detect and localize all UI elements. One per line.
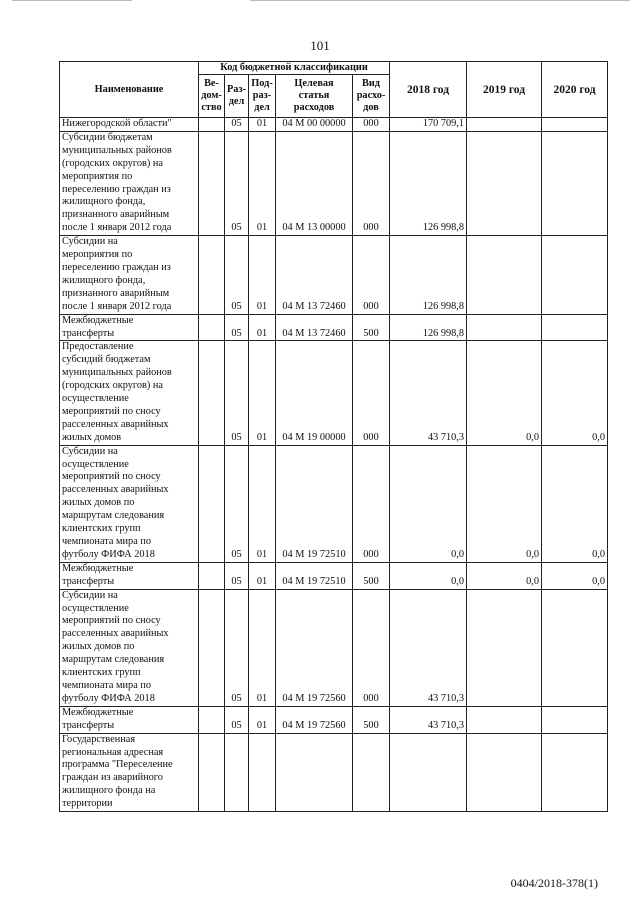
header-target-article: Целевая статья расходов xyxy=(276,75,353,118)
amount-2019-cell: 0,0 xyxy=(467,341,542,445)
target-article-cell: 04 М 13 72460 xyxy=(276,236,353,314)
amount-2020-cell xyxy=(542,589,608,706)
row-name-line: жилищного фонда на xyxy=(62,785,156,797)
row-name-line: футболу ФИФА 2018 xyxy=(62,548,155,560)
row-name-line: переселению граждан из xyxy=(62,261,171,273)
row-name-line: Межбюджетные xyxy=(62,314,134,326)
amount-2020-cell xyxy=(542,118,608,132)
row-name-line: Субсидии бюджетам xyxy=(62,131,153,143)
amount-2019-cell xyxy=(467,131,542,235)
table-row xyxy=(60,341,608,445)
row-name-line: трансферты xyxy=(62,575,115,587)
target-article-cell xyxy=(276,733,353,811)
table-body xyxy=(60,118,608,812)
row-name-cell xyxy=(60,314,199,341)
target-article-cell: 04 М 00 00000 xyxy=(276,118,353,132)
header-budget-classification: Код бюджетной классификации xyxy=(199,62,390,75)
amount-2018-cell: 126 998,8 xyxy=(390,314,467,341)
target-article-cell: 04 М 19 72560 xyxy=(276,589,353,706)
row-name-cell xyxy=(60,589,199,706)
row-name-line: муниципальных районов xyxy=(62,367,172,379)
row-name-line: после 1 января 2012 года xyxy=(62,300,172,312)
row-name-line: расселенных аварийных xyxy=(62,484,169,496)
row-name-line: Предоставление xyxy=(62,341,134,353)
row-name-cell xyxy=(60,733,199,811)
table-row xyxy=(60,589,608,706)
vedomstvo-cell xyxy=(199,314,225,341)
expense-type-cell: 000 xyxy=(353,589,390,706)
row-name-cell xyxy=(60,236,199,314)
amount-2018-cell: 170 709,1 xyxy=(390,118,467,132)
row-name-line: мероприятий по сносу xyxy=(62,405,161,417)
row-name-line: трансферты xyxy=(62,327,115,339)
expense-type-cell xyxy=(353,733,390,811)
page-number: 101 xyxy=(310,38,330,53)
row-name-cell xyxy=(60,706,199,733)
vedomstvo-cell xyxy=(199,445,225,562)
vedomstvo-cell xyxy=(199,706,225,733)
target-article-cell: 04 М 13 00000 xyxy=(276,131,353,235)
amount-2020-cell: 0,0 xyxy=(542,445,608,562)
row-name-line: клиентских групп xyxy=(62,667,141,679)
row-name-line: Государственная xyxy=(62,733,136,745)
expense-type-cell: 000 xyxy=(353,236,390,314)
amount-2020-cell xyxy=(542,236,608,314)
amount-2018-cell: 0,0 xyxy=(390,562,467,589)
razdel-cell: 05 xyxy=(225,131,249,235)
row-name-cell xyxy=(60,131,199,235)
row-name-line: Межбюджетные xyxy=(62,562,134,574)
table-row xyxy=(60,706,608,733)
row-name-line: после 1 января 2012 года xyxy=(62,222,172,234)
row-name-line: мероприятия по xyxy=(62,170,133,182)
row-name-line: Нижегородской области" xyxy=(62,118,172,129)
header-name: Наименование xyxy=(60,62,199,118)
row-name-line: Субсидии на xyxy=(62,236,118,248)
row-name-line: (городских округов) на xyxy=(62,380,163,392)
amount-2020-cell xyxy=(542,733,608,811)
expense-type-cell: 000 xyxy=(353,445,390,562)
row-name-line: жилых домов по xyxy=(62,641,135,653)
header-vedomstvo: Ве- дом- ство xyxy=(199,75,225,118)
row-name-line: региональная адресная xyxy=(62,746,164,758)
vedomstvo-cell xyxy=(199,236,225,314)
razdel-cell: 05 xyxy=(225,589,249,706)
row-name-line: признанного аварийным xyxy=(62,209,170,221)
amount-2019-cell xyxy=(467,118,542,132)
table-row xyxy=(60,733,608,811)
target-article-cell: 04 М 19 72510 xyxy=(276,445,353,562)
podrazdel-cell: 01 xyxy=(249,589,276,706)
target-article-cell: 04 М 13 72460 xyxy=(276,314,353,341)
amount-2019-cell: 0,0 xyxy=(467,445,542,562)
row-name-cell xyxy=(60,445,199,562)
amount-2020-cell xyxy=(542,314,608,341)
target-article-cell: 04 М 19 72510 xyxy=(276,562,353,589)
expense-type-cell: 000 xyxy=(353,131,390,235)
row-name-line: жилых домов по xyxy=(62,497,135,509)
vedomstvo-cell xyxy=(199,341,225,445)
podrazdel-cell: 01 xyxy=(249,341,276,445)
header-2019: 2019 год xyxy=(467,62,542,118)
scan-edge-line xyxy=(250,0,630,1)
amount-2018-cell: 43 710,3 xyxy=(390,589,467,706)
row-name-line: осуществление xyxy=(62,393,129,405)
row-name-line: Субсидии на xyxy=(62,589,118,601)
amount-2019-cell: 0,0 xyxy=(467,562,542,589)
target-article-cell: 04 М 19 72560 xyxy=(276,706,353,733)
row-name-line: территории xyxy=(62,798,113,810)
razdel-cell: 05 xyxy=(225,562,249,589)
vedomstvo-cell xyxy=(199,589,225,706)
amount-2019-cell xyxy=(467,733,542,811)
expense-type-cell: 500 xyxy=(353,706,390,733)
amount-2019-cell xyxy=(467,589,542,706)
vedomstvo-cell xyxy=(199,131,225,235)
amount-2020-cell: 0,0 xyxy=(542,562,608,589)
podrazdel-cell: 01 xyxy=(249,314,276,341)
razdel-cell: 05 xyxy=(225,118,249,132)
table-row xyxy=(60,131,608,235)
razdel-cell: 05 xyxy=(225,236,249,314)
row-name-cell xyxy=(60,562,199,589)
row-name-line: (городских округов) на xyxy=(62,157,163,169)
header-razdel: Раз- дел xyxy=(225,75,249,118)
podrazdel-cell: 01 xyxy=(249,562,276,589)
row-name-line: жилищного фонда, xyxy=(62,196,146,208)
amount-2018-cell: 0,0 xyxy=(390,445,467,562)
header-expense-type: Вид расхо- дов xyxy=(353,75,390,118)
vedomstvo-cell xyxy=(199,733,225,811)
row-name-line: мероприятий по сносу xyxy=(62,471,161,483)
podrazdel-cell: 01 xyxy=(249,131,276,235)
document-code: 0404/2018-378(1) xyxy=(510,876,598,890)
row-name-line: трансферты xyxy=(62,719,115,731)
target-article-cell: 04 М 19 00000 xyxy=(276,341,353,445)
row-name-cell xyxy=(60,118,199,132)
amount-2019-cell xyxy=(467,314,542,341)
amount-2018-cell: 43 710,3 xyxy=(390,706,467,733)
expense-type-cell: 000 xyxy=(353,341,390,445)
row-name-line: мероприятия по xyxy=(62,249,133,261)
razdel-cell xyxy=(225,733,249,811)
row-name-line: программа "Переселение xyxy=(62,759,173,771)
amount-2020-cell xyxy=(542,131,608,235)
row-name-line: признанного аварийным xyxy=(62,287,170,299)
budget-table xyxy=(59,61,608,812)
podrazdel-cell: 01 xyxy=(249,236,276,314)
row-name-line: муниципальных районов xyxy=(62,144,172,156)
amount-2019-cell xyxy=(467,706,542,733)
header-2018: 2018 год xyxy=(390,62,467,118)
vedomstvo-cell xyxy=(199,562,225,589)
amount-2018-cell: 126 998,8 xyxy=(390,131,467,235)
header-podrazdel: Под- раз- дел xyxy=(249,75,276,118)
amount-2019-cell xyxy=(467,236,542,314)
row-name-line: клиентских групп xyxy=(62,523,141,535)
table-row xyxy=(60,445,608,562)
row-name-line: чемпионата мира по xyxy=(62,536,151,547)
razdel-cell: 05 xyxy=(225,706,249,733)
row-name-line: жилых домов xyxy=(62,431,122,443)
row-name-line: расселенных аварийных xyxy=(62,628,169,640)
scan-edge-line xyxy=(12,0,132,1)
razdel-cell: 05 xyxy=(225,445,249,562)
row-name-line: маршрутам следования xyxy=(62,510,165,522)
row-name-line: Межбюджетные xyxy=(62,706,134,718)
podrazdel-cell: 01 xyxy=(249,445,276,562)
expense-type-cell: 500 xyxy=(353,562,390,589)
amount-2020-cell: 0,0 xyxy=(542,341,608,445)
row-name-line: жилищного фонда, xyxy=(62,274,146,286)
table-row xyxy=(60,314,608,341)
amount-2020-cell xyxy=(542,706,608,733)
row-name-line: переселению граждан из xyxy=(62,183,171,195)
row-name-line: расселенных аварийных xyxy=(62,418,169,430)
razdel-cell: 05 xyxy=(225,314,249,341)
amount-2018-cell: 43 710,3 xyxy=(390,341,467,445)
row-name-line: осуществление xyxy=(62,458,129,470)
row-name-line: маршрутам следования xyxy=(62,654,165,666)
podrazdel-cell xyxy=(249,733,276,811)
amount-2018-cell: 126 998,8 xyxy=(390,236,467,314)
amount-2018-cell xyxy=(390,733,467,811)
podrazdel-cell: 01 xyxy=(249,706,276,733)
row-name-line: осуществление xyxy=(62,602,129,614)
row-name-line: футболу ФИФА 2018 xyxy=(62,692,155,704)
table-row xyxy=(60,236,608,314)
podrazdel-cell: 01 xyxy=(249,118,276,132)
razdel-cell: 05 xyxy=(225,341,249,445)
row-name-line: чемпионата мира по xyxy=(62,679,151,691)
row-name-cell xyxy=(60,341,199,445)
table-row xyxy=(60,118,608,132)
header-2020: 2020 год xyxy=(542,62,608,118)
expense-type-cell: 500 xyxy=(353,314,390,341)
row-name-line: Субсидии на xyxy=(62,445,118,457)
row-name-line: граждан из аварийного xyxy=(62,772,163,784)
row-name-line: субсидий бюджетам xyxy=(62,354,151,366)
table-row xyxy=(60,562,608,589)
expense-type-cell: 000 xyxy=(353,118,390,132)
vedomstvo-cell xyxy=(199,118,225,132)
row-name-line: мероприятий по сносу xyxy=(62,615,161,627)
